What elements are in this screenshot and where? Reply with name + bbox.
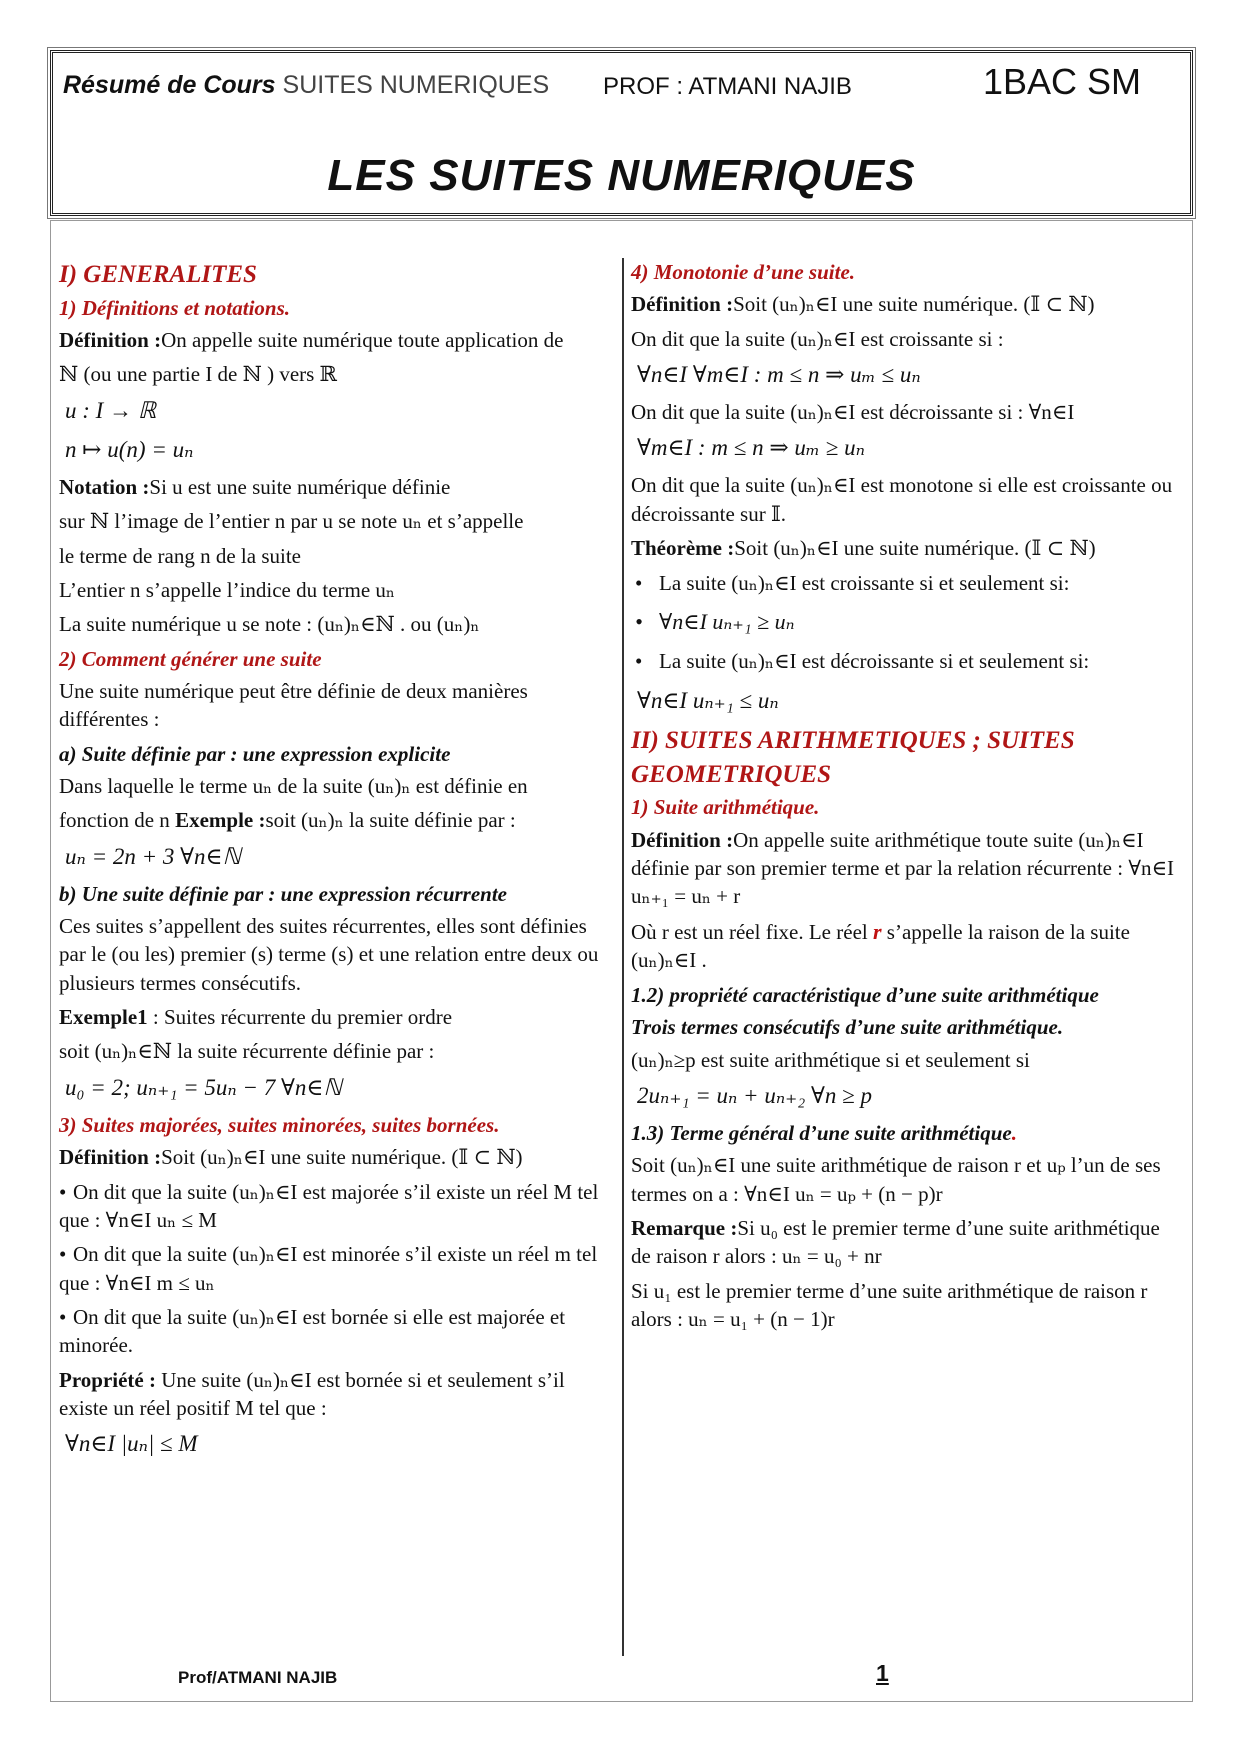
definition-suite-2: ℕ (ou une partie I de ℕ ) vers ℝ [59,362,338,387]
recurrent-title: b) Une suite définie par : une expression récurrente [59,881,507,906]
terme-general-title: 1.3) Terme général d’une suite arithmétique. [631,1120,1017,1145]
mapping-line-2: n ↦ u(n) = uₙ [65,436,194,462]
header-prof: PROF : ATMANI NAJIB [603,73,852,100]
example1-formula: u₀ = 2; uₙ₊₁ = 5uₙ − 7 ∀n∈ℕ [65,1074,342,1100]
theoreme: Théorème :Soit (uₙ)ₙ∈I une suite numérique. (𝕀 ⊂ ℕ) [631,536,1096,561]
propriete-bornee: Propriété : Une suite (uₙ)ₙ∈I est bornée si et seulement s’il existe un réel positif M tel que : [59,1367,565,1420]
definition-arithmetique: Définition :On appelle suite arithmétique toute suite (uₙ)ₙ∈I définie par son premier terme et par la relation récurrente : ∀n∈I uₙ₊₁ = uₙ + r [631,827,1175,909]
column-divider [622,258,624,1656]
bornee-item: • On dit que la suite (uₙ)ₙ∈I est bornée si elle est majorée et minorée. [59,1304,566,1358]
remarque-2: Si u₁ est le premier terme d’une suite arithmétique de raison r alors : uₙ = u₁ + (n − 1)r [631,1278,1148,1331]
theoreme-formula: ∀n∈I uₙ₊₁ ≤ uₙ [637,687,779,713]
minoree-item: • On dit que la suite (uₙ)ₙ∈I est minorée s’il existe un réel m tel que : ∀n∈I m ≤ uₙ [59,1242,598,1295]
subsection-suite-arithmetique: 1) Suite arithmétique. [631,795,820,820]
raison-text: Où r est un réel fixe. Le réel r s’appelle la raison de la suite (uₙ)ₙ∈I . [631,918,1130,973]
subsection-bornees: 3) Suites majorées, suites minorées, suites bornées. [59,1112,500,1137]
left-column [59,258,614,1467]
propriete-caracteristique-formula: 2uₙ₊₁ = uₙ + uₙ₊₂ ∀n ≥ p [637,1082,873,1108]
propriete-caracteristique-title: 1.2) propriété caractéristique d’une suite arithmétique [631,982,1099,1007]
propriete-formula: ∀n∈I |uₙ| ≤ M [65,1431,198,1457]
explicit-title: a) Suite définie par : une expression explicite [59,741,451,766]
decroissante-text: On dit que la suite (uₙ)ₙ∈I est décroissante si : ∀n∈I [631,400,1075,425]
terme-general-text: Soit (uₙ)ₙ∈I une suite arithmétique de raison r et uₚ l’un de ses termes on a : ∀n∈I uₙ = uₚ + (n − p)r [631,1153,1161,1206]
section-arithmetiques: II) SUITES ARITHMETIQUES ; SUITES GEOMETRIQUES [631,726,1075,788]
propriete-caracteristique-text: (uₙ)ₙ≥p est suite arithmétique si et seulement si [631,1047,1030,1072]
monotone-text: On dit que la suite (uₙ)ₙ∈I est monotone si elle est croissante ou décroissante sur 𝕀. [631,473,1173,526]
header-level: 1BAC SM [983,61,1142,102]
indice-text: L’entier n s’appelle l’indice du terme uₙ [59,577,396,602]
notation: Notation :Si u est une suite numérique définie [59,474,451,499]
header-box [50,50,1193,216]
generer-text: Une suite numérique peut être définie de deux manières différentes : [59,678,528,732]
explicit-formula: uₙ = 2n + 3 ∀n∈ℕ [65,843,241,869]
trois-termes-title: Trois termes consécutifs d’une suite arithmétique. [631,1015,1064,1040]
explicit-example: fonction de n Exemple :soit (uₙ)ₙ la suite définie par : [59,808,516,833]
resume-label: Résumé de Cours [63,71,276,99]
definition-bornees: Définition :Soit (uₙ)ₙ∈I une suite numérique. (𝕀 ⊂ ℕ) [59,1145,523,1170]
footer-author: Prof/ATMANI NAJIB [178,1668,338,1687]
subsection-generer: 2) Comment générer une suite [59,646,322,671]
notation-2: sur ℕ l’image de l’entier n par u se note uₙ et s’appelle [59,509,524,534]
subsection-definitions: 1) Définitions et notations. [59,295,291,320]
section-generalites: I) GENERALITES [59,261,257,288]
subsection-monotonie: 4) Monotonie d’une suite. [631,260,856,284]
croissante-text: On dit que la suite (uₙ)ₙ∈I est croissante si : [631,326,1004,351]
subject-label: SUITES NUMERIQUES [282,71,550,99]
right-column [631,258,1183,1339]
theoreme-item-1: • La suite (uₙ)ₙ∈I est croissante si et seulement si: [631,569,1183,597]
note-text: La suite numérique u se note : (uₙ)ₙ∈ℕ . ou (uₙ)ₙ [59,612,480,637]
theoreme-item-2: • ∀n∈I uₙ₊₁ ≥ uₙ [631,607,1183,637]
explicit-text: Dans laquelle le terme uₙ de la suite (uₙ)ₙ est définie en [59,773,528,798]
mapping-line-1: u : I → ℝ [65,397,157,423]
definition-monotonie: Définition :Soit (uₙ)ₙ∈I une suite numérique. (𝕀 ⊂ ℕ) [631,292,1095,317]
definition-suite: Définition :On appelle suite numérique toute application de [59,328,564,353]
majoree-item: • On dit que la suite (uₙ)ₙ∈I est majorée s’il existe un réel M tel que : ∀n∈I uₙ ≤ M [59,1179,599,1232]
example1: Exemple1 : Suites récurrente du premier ordre [59,1005,453,1030]
remarque: Remarque :Si u₀ est le premier terme d’une suite arithmétique de raison r alors : uₙ = u₀ + nr [631,1215,1160,1269]
page-number: 1 [876,1660,889,1686]
theoreme-item-3: • La suite (uₙ)ₙ∈I est décroissante si et seulement si: [631,647,1183,675]
recurrent-text: Ces suites s’appellent des suites récurrentes, elles sont définies par le (ou les) premier (s) terme (s) et une relation entre deux ou plusieurs termes consécutifs. [59,914,599,995]
croissante-formula: ∀n∈I ∀m∈I : m ≤ n ⇒ uₘ ≤ uₙ [637,362,921,388]
page-title: LES SUITES NUMERIQUES [327,151,916,200]
decroissante-formula: ∀m∈I : m ≤ n ⇒ uₘ ≥ uₙ [637,435,865,461]
header-course [63,71,549,100]
notation-3: le terme de rang n de la suite [59,543,301,568]
example1-text: soit (uₙ)ₙ∈ℕ la suite récurrente définie par : [59,1039,435,1064]
